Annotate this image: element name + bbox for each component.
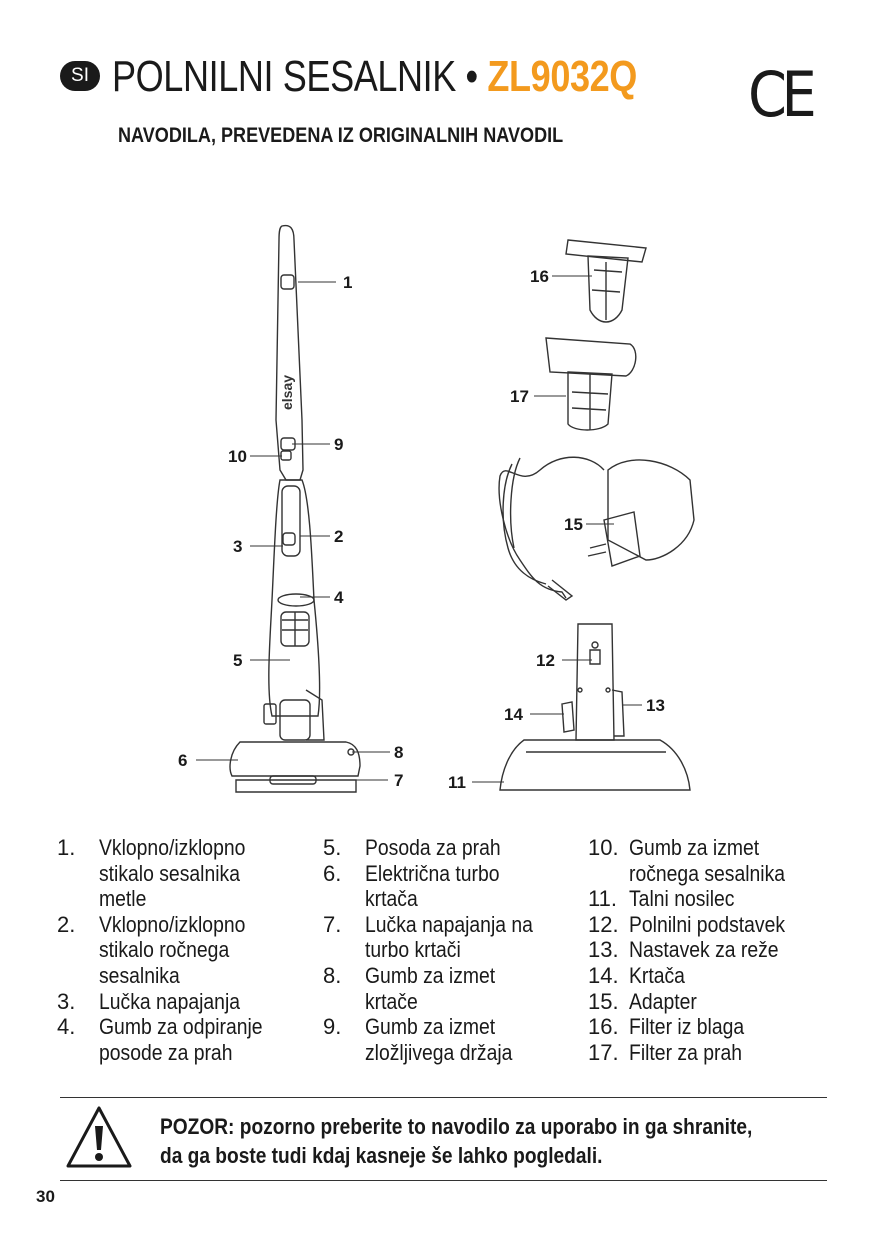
warning-text xyxy=(160,1112,821,1170)
item-text xyxy=(629,912,785,938)
item-text xyxy=(99,1014,263,1065)
item-line: metle xyxy=(99,886,147,912)
callout-3: 3 xyxy=(233,537,243,556)
list-item xyxy=(323,912,583,963)
callout-5: 5 xyxy=(233,651,243,670)
item-line: Gumb za izmet xyxy=(629,835,760,860)
item-line: stikalo sesalnika xyxy=(99,860,240,886)
list-item xyxy=(323,835,583,861)
item-line: Vklopno/izklopno xyxy=(99,911,246,937)
item-line: Filter za prah xyxy=(629,1039,742,1065)
item-line: Krtača xyxy=(629,962,685,988)
item-line: Posoda za prah xyxy=(365,835,501,860)
list-item xyxy=(588,1014,848,1040)
list-item xyxy=(57,912,307,989)
item-line: posode za prah xyxy=(99,1039,233,1065)
callout-15: 15 xyxy=(564,515,583,534)
item-line: stikalo ročnega xyxy=(99,937,230,963)
list-item xyxy=(57,1014,307,1065)
title-prefix: POLNILNI SESALNIK • xyxy=(112,52,488,101)
item-text xyxy=(629,1040,742,1066)
item-number: 10. xyxy=(588,835,619,860)
list-item xyxy=(588,989,848,1015)
item-line: Vklopno/izklopno xyxy=(99,835,246,860)
list-item xyxy=(588,886,848,912)
vacuum-cleaner-drawing xyxy=(230,226,360,792)
item-number: 6. xyxy=(323,860,342,886)
adapter-drawing xyxy=(499,457,694,600)
language-badge: SI xyxy=(60,61,100,91)
item-text xyxy=(365,963,495,1014)
item-text xyxy=(365,835,501,861)
item-number: 2. xyxy=(57,911,76,937)
item-line: ročnega sesalnika xyxy=(629,860,786,886)
callout-2: 2 xyxy=(334,527,344,546)
callout-12: 12 xyxy=(536,651,555,670)
list-item xyxy=(57,989,307,1015)
callout-11: 11 xyxy=(448,773,466,792)
item-line: Talni nosilec xyxy=(629,886,735,912)
item-line: Filter iz blaga xyxy=(629,1014,745,1040)
dust-filter-drawing xyxy=(546,338,636,430)
item-number: 13. xyxy=(588,937,619,963)
callout-13: 13 xyxy=(646,696,665,715)
item-text xyxy=(629,937,779,963)
item-line: zložljivega držaja xyxy=(365,1039,513,1065)
list-item xyxy=(588,937,848,963)
item-text xyxy=(365,861,500,912)
callout-10: 10 xyxy=(228,447,247,466)
item-text xyxy=(365,912,533,963)
warning-line-1: POZOR: pozorno preberite to navodilo za uporabo in ga shranite, xyxy=(160,1114,753,1139)
callout-17: 17 xyxy=(510,387,529,406)
item-number: 3. xyxy=(57,988,76,1014)
callout-14: 14 xyxy=(504,705,523,724)
parts-list-column-3 xyxy=(588,835,848,1065)
callout-9: 9 xyxy=(334,435,344,454)
callout-4: 4 xyxy=(334,588,344,607)
item-number: 11. xyxy=(588,886,617,912)
item-text xyxy=(365,1014,512,1065)
header xyxy=(60,52,680,112)
product-illustration xyxy=(0,200,886,810)
callout-6: 6 xyxy=(178,751,188,770)
item-number: 1. xyxy=(57,835,76,860)
subtitle: NAVODILA, PREVEDENA IZ ORIGINALNIH NAVODIL xyxy=(118,124,564,147)
list-item xyxy=(588,912,848,938)
item-line: Polnilni podstavek xyxy=(629,911,786,937)
list-item xyxy=(588,963,848,989)
item-text xyxy=(629,963,685,989)
item-line: krtače xyxy=(365,988,418,1014)
model-number: ZL9032Q xyxy=(487,52,637,101)
item-number: 14. xyxy=(588,962,619,988)
item-number: 16. xyxy=(588,1014,619,1040)
divider-bottom xyxy=(60,1180,827,1181)
page-title xyxy=(112,52,637,102)
item-number: 4. xyxy=(57,1014,76,1040)
list-item xyxy=(323,963,583,1014)
item-line: krtača xyxy=(365,886,418,912)
item-text xyxy=(99,835,245,912)
item-line: Adapter xyxy=(629,988,697,1014)
callout-8: 8 xyxy=(394,743,404,762)
callout-16: 16 xyxy=(530,267,549,286)
item-number: 12. xyxy=(588,911,619,937)
item-line: Lučka napajanja na xyxy=(365,911,533,937)
brand-logo-text: elsay xyxy=(279,374,295,410)
item-text xyxy=(629,886,734,912)
warning-line-2: da ga boste tudi kdaj kasneje še lahko pogledali. xyxy=(160,1143,603,1168)
parts-list-column-1 xyxy=(57,835,307,1065)
list-item xyxy=(57,835,307,912)
ce-mark: CE xyxy=(748,58,812,131)
item-number: 17. xyxy=(588,1039,619,1065)
list-item xyxy=(323,861,583,912)
callout-7: 7 xyxy=(394,771,404,790)
item-line: Gumb za izmet xyxy=(365,962,496,988)
parts-list-column-2 xyxy=(323,835,583,1065)
item-number: 8. xyxy=(323,962,342,988)
item-line: sesalnika xyxy=(99,962,180,988)
item-line: Lučka napajanja xyxy=(99,988,241,1014)
divider-top xyxy=(60,1097,827,1098)
list-item xyxy=(588,835,848,886)
callout-1: 1 xyxy=(343,273,353,292)
page-number: 30 xyxy=(36,1187,55,1206)
item-text xyxy=(629,1014,744,1040)
item-line: turbo krtači xyxy=(365,937,461,963)
warning-icon xyxy=(64,1104,134,1170)
item-text xyxy=(629,989,697,1015)
item-number: 5. xyxy=(323,835,342,860)
item-text xyxy=(99,989,240,1015)
item-number: 9. xyxy=(323,1014,342,1040)
item-text xyxy=(629,835,785,886)
item-line: Gumb za izmet xyxy=(365,1014,496,1040)
item-text xyxy=(99,912,245,989)
cloth-filter-drawing xyxy=(566,240,646,322)
item-line: Električna turbo xyxy=(365,860,500,886)
item-line: Gumb za odpiranje xyxy=(99,1014,263,1040)
item-line: Nastavek za reže xyxy=(629,937,779,963)
item-number: 7. xyxy=(323,911,342,937)
item-number: 15. xyxy=(588,988,619,1014)
list-item xyxy=(588,1040,848,1066)
list-item xyxy=(323,1014,583,1065)
